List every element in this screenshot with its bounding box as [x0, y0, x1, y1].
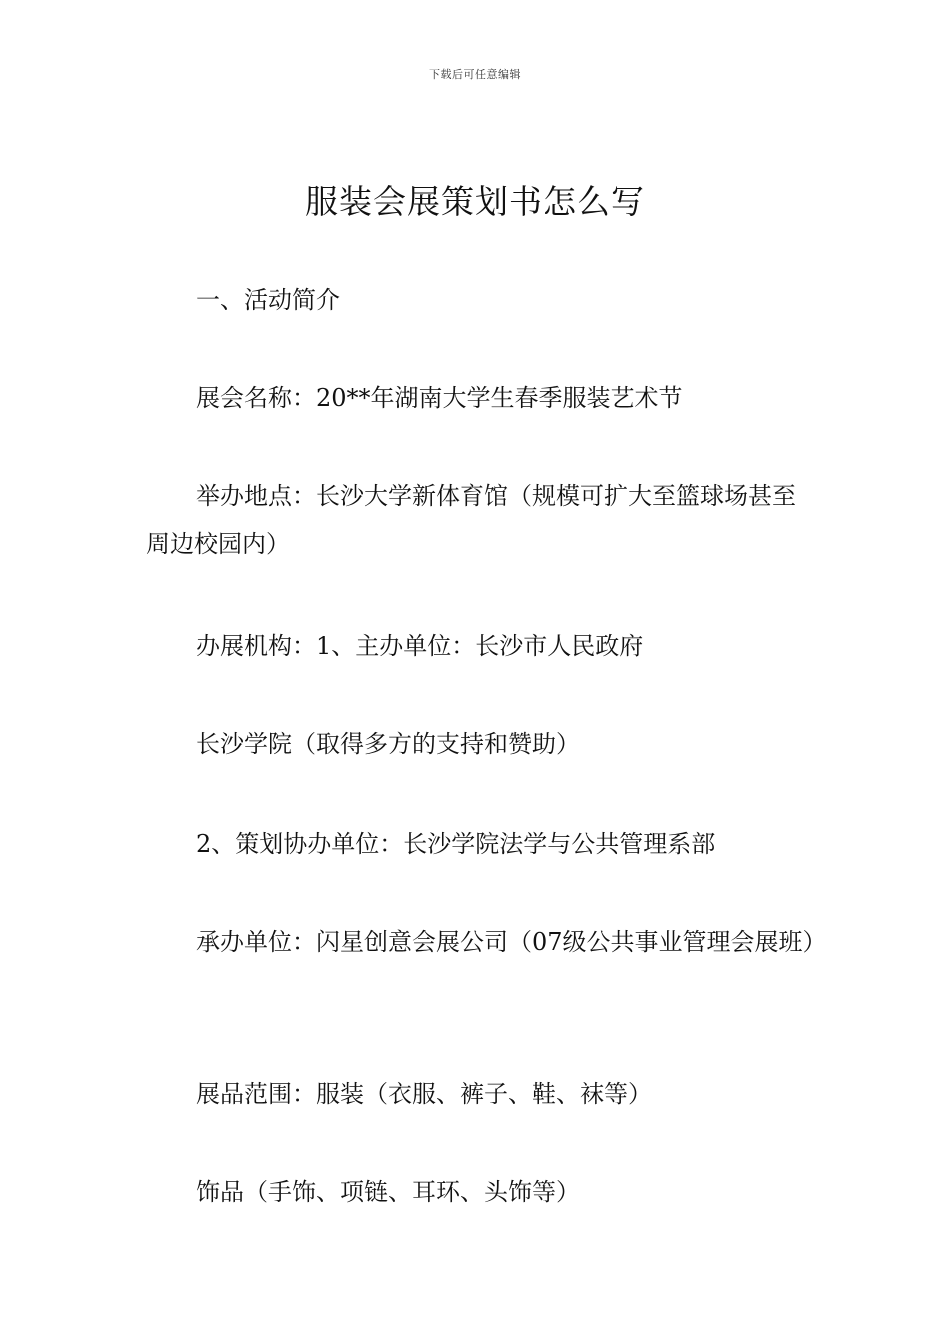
paragraph-organizer: 办展机构：1、主办单位：长沙市人民政府 [196, 632, 644, 660]
paragraph-exhibit-scope-accessories: 饰品（手饰、项链、耳环、头饰等） [196, 1178, 580, 1206]
paragraph-exhibition-name: 展会名称：20**年湖南大学生春季服装艺术节 [196, 384, 683, 412]
paragraph-co-organizer: 2、策划协办单位：长沙学院法学与公共管理系部 [196, 830, 716, 858]
paragraph-undertaker: 承办单位：闪星创意会展公司（07级公共事业管理会展班） [196, 928, 827, 956]
header-note: 下载后可任意编辑 [429, 68, 521, 81]
paragraph-venue: 举办地点：长沙大学新体育馆（规模可扩大至篮球场甚至周边校园内） [146, 482, 796, 558]
paragraph-organizer-college: 长沙学院（取得多方的支持和赞助） [196, 730, 580, 758]
paragraph-exhibit-scope-clothing: 展品范围：服装（衣服、裤子、鞋、袜等） [196, 1080, 652, 1108]
section-heading-activity-intro: 一、活动简介 [196, 286, 340, 314]
document-title: 服装会展策划书怎么写 [305, 182, 645, 221]
